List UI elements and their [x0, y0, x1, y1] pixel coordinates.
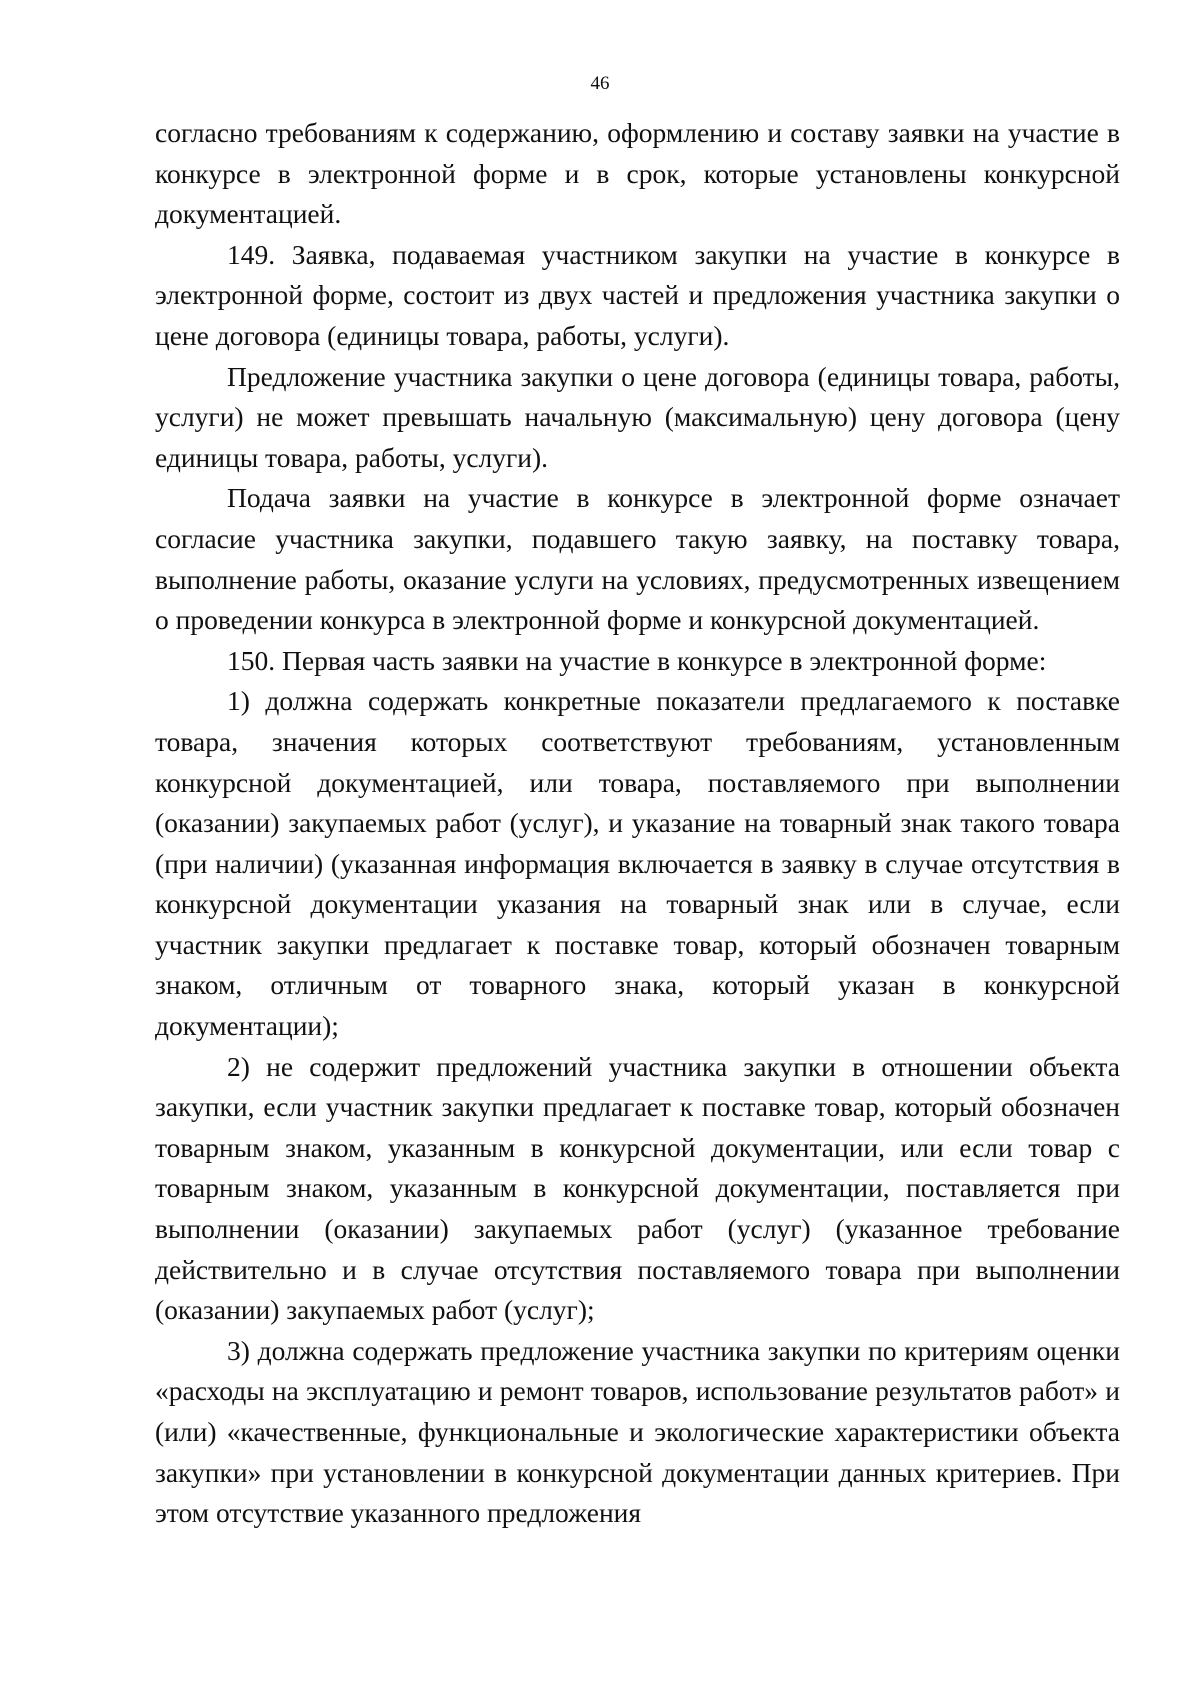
paragraph-continuation: согласно требованиям к содержанию, оформлению и составу заявки на участие в конкурсе в электронной форме и в срок, которые установлены конкурсной документацией. [155, 117, 1120, 230]
paragraph-price-offer: Предложение участника закупки о цене договора (единицы товара, работы, услуги) не может превышать начальную (максимальную) цену договора (цену единицы товара, работы, услуги). [155, 360, 1120, 473]
list-item-2: 2) не содержит предложений участника закупки в отношении объекта закупки, если участник закупки предлагает к поставке товар, который обозначен товарным знаком, указанным в конкурсной документации, или если товар с товарным знаком, указанным в конкурсной документации, поставляется при выполнении (оказании) закупаемых работ (услуг) (указанное требование действительно и в случае отсутствия поставляемого товара при выполнении (оказании) закупаемых работ (услуг); [155, 1050, 1120, 1326]
paragraph-application-consent: Подача заявки на участие в конкурсе в электронной форме означает согласие участника закупки, подавшего такую заявку, на поставку товара, выполнение работы, оказание услуги на условиях, предусмотренных извещением о проведении конкурса в электронной форме и конкурсной документацией. [155, 482, 1120, 636]
list-item-1: 1) должна содержать конкретные показатели предлагаемого к поставке товара, значения которых соответствуют требованиям, установленным конкурсной документацией, или товара, поставляемого при выполнении (оказании) закупаемых работ (услуг), и указание на товарный знак такого товара (при наличии) (указанная информация включается в заявку в случае отсутствия в конкурсной документации указания на товарный знак или в случае, если участник закупки предлагает к поставке товар, который обозначен товарным знаком, отличным от товарного знака, который указан в конкурсной документации); [155, 685, 1120, 1042]
page-number: 46 [590, 73, 610, 94]
paragraph-149: 149. Заявка, подаваемая участником закупки на участие в конкурсе в электронной форме, состоит из двух частей и предложения участника закупки о цене договора (единицы товара, работы, услуги). [155, 238, 1120, 351]
paragraph-150: 150. Первая часть заявки на участие в конкурсе в электронной форме: [227, 644, 1047, 676]
list-item-3: 3) должна содержать предложение участника закупки по критериям оценки «расходы на эксплуатацию и ремонт товаров, использование результатов работ» и (или) «качественные, функциональные и экологические характеристики объекта закупки» при установлении в конкурсной документации данных критериев. При этом отсутствие указанного предложения [155, 1334, 1120, 1529]
document-body [155, 113, 1120, 1534]
